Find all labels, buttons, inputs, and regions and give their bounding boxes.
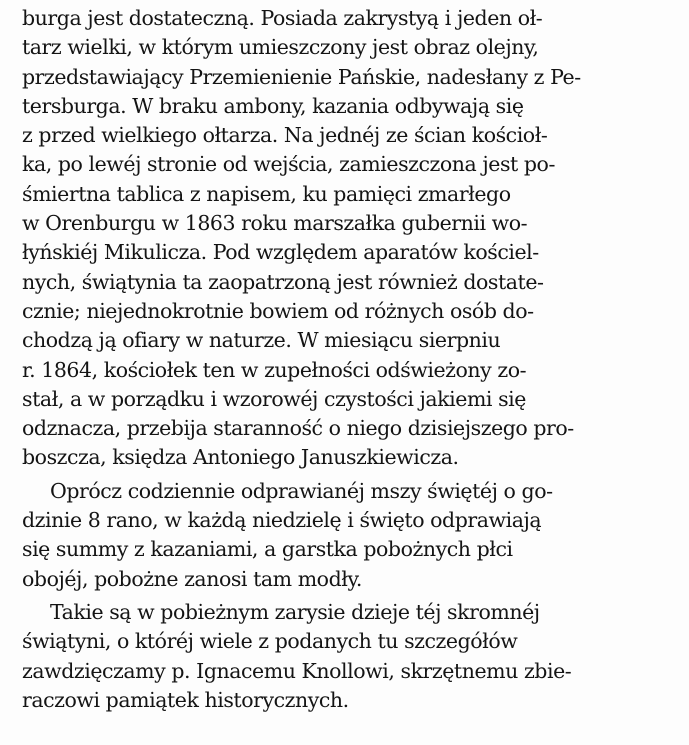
text-line: tarz wielki, w którym umieszczony jest obraz olejny, xyxy=(22,35,539,60)
text-line: ka, po lewéj stronie od wejścia, zamieszczona jest po- xyxy=(22,152,555,177)
text-line: obojéj, pobożne zanosi tam modły. xyxy=(22,566,362,591)
text-line: w Orenburgu w 1863 roku marszałka gubernii wo- xyxy=(22,211,528,236)
text-line: śmiertna tablica z napisem, ku pamięci zmarłego xyxy=(22,181,511,206)
text-line: chodzą ją ofiary w naturze. W miesiącu sierpniu xyxy=(22,328,501,353)
text-line: boszcza, księdza Antoniego Januszkiewicza. xyxy=(22,445,459,470)
paragraph-3 xyxy=(22,598,667,715)
text-line: zawdzięczamy p. Ignacemu Knollowi, skrzętnemu zbie- xyxy=(22,658,572,683)
text-line: świątyni, o któréj wiele z podanych tu szczegółów xyxy=(22,629,518,654)
text-line: cznie; niejednokrotnie bowiem od różnych osób do- xyxy=(22,298,534,323)
text-line: tersburga. W braku ambony, kazania odbywają się xyxy=(22,93,524,118)
text-line: nych, świątynia ta zaopatrzoną jest również dostate- xyxy=(22,269,544,294)
text-line: przedstawiający Przemienienie Pańskie, nadesłany z Pe- xyxy=(22,64,581,89)
text-line: się summy z kazaniami, a garstka pobożnych płci xyxy=(22,537,513,562)
text-line: stał, a w porządku i wzorowéj czystości jakiemi się xyxy=(22,386,526,411)
text-line: dzinie 8 rano, w każdą niedzielę i święto odprawiają xyxy=(22,508,542,533)
text-line: Takie są w pobieżnym zarysie dzieje téj skromnéj xyxy=(50,599,540,624)
paragraph-2 xyxy=(22,477,667,594)
text-line: z przed wielkiego ołtarza. Na jednéj ze ścian kościoł- xyxy=(22,123,548,148)
text-line: odznacza, przebija staranność o niego dzisiejszego pro- xyxy=(22,416,574,441)
paragraph-1 xyxy=(22,4,667,473)
body-text xyxy=(22,4,667,715)
text-line: raczowi pamiątek historycznych. xyxy=(22,687,349,712)
text-line: r. 1864, kościołek ten w zupełności odświeżony zo- xyxy=(22,357,527,382)
text-line: łyńskiéj Mikulicza. Pod względem aparatów kościel- xyxy=(22,240,539,265)
text-line: Oprócz codziennie odprawianéj mszy świętéj o go- xyxy=(50,478,553,503)
text-line: burga jest dostateczną. Posiada zakrystyą i jeden oł- xyxy=(22,6,543,30)
